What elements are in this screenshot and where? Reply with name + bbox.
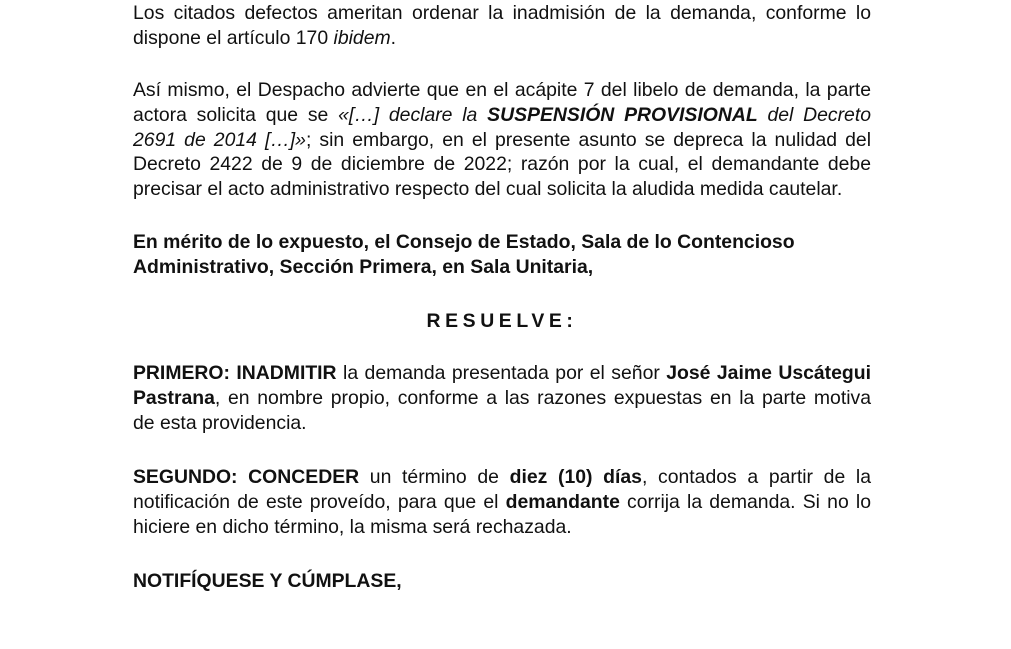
paragraph-line: Los citados defectos ameritan ordenar la inadmisión de la demanda, conforme lo bbox=[133, 2, 871, 24]
paragraph-line: hiciere en dicho término, la misma será rechazada. bbox=[133, 515, 572, 538]
paragraph-line: En mérito de lo expuesto, el Consejo de Estado, Sala de lo Contencioso bbox=[133, 231, 795, 253]
paragraph-line: Administrativo, Sección Primera, en Sala Unitaria, bbox=[133, 255, 594, 278]
closing-notifiquese: NOTIFÍQUESE Y CÚMPLASE, bbox=[133, 570, 402, 592]
paragraph-line: Así mismo, el Despacho advierte que en el acápite 7 del libelo de demanda, la parte bbox=[133, 79, 871, 101]
paragraph-line: precisar el acto administrativo respecto del cual solicita la aludida medida cautelar. bbox=[133, 178, 843, 201]
paragraph-suspension bbox=[133, 78, 871, 202]
resuelve-heading: RESUELVE: bbox=[426, 310, 578, 332]
paragraph-line: notificación de este proveído, para que el demandante corrija la demanda. Si no lo bbox=[133, 490, 872, 513]
paragraph-line: PRIMERO: INADMITIR la demanda presentada por el señor José Jaime Uscátegui bbox=[133, 362, 871, 384]
paragraph-merito bbox=[133, 230, 823, 280]
paragraph-line: Decreto 2422 de 9 de diciembre de 2022; razón por la cual, el demandante debe bbox=[133, 153, 871, 176]
bold-italic-text: SUSPENSIÓN PROVISIONAL bbox=[487, 103, 758, 126]
paragraph-line: Pastrana, en nombre propio, conforme a las razones expuestas en la parte motiva bbox=[133, 386, 871, 409]
paragraph-line: actora solicita que se «[…] declare la SUSPENSIÓN PROVISIONAL del Decreto bbox=[133, 103, 872, 126]
paragraph-primero bbox=[133, 361, 871, 435]
paragraph-line: de esta providencia. bbox=[133, 411, 307, 434]
paragraph-line: SEGUNDO: CONCEDER un término de diez (10) días, contados a partir de la bbox=[133, 466, 871, 488]
paragraph-inadmision bbox=[133, 1, 871, 51]
paragraph-line: 2691 de 2014 […]»; sin embargo, en el presente asunto se depreca la nulidad del bbox=[133, 128, 871, 151]
paragraph-line: dispone el artículo 170 ibidem. bbox=[133, 26, 397, 49]
italic-text: ibidem bbox=[333, 26, 391, 49]
paragraph-segundo bbox=[133, 465, 871, 539]
